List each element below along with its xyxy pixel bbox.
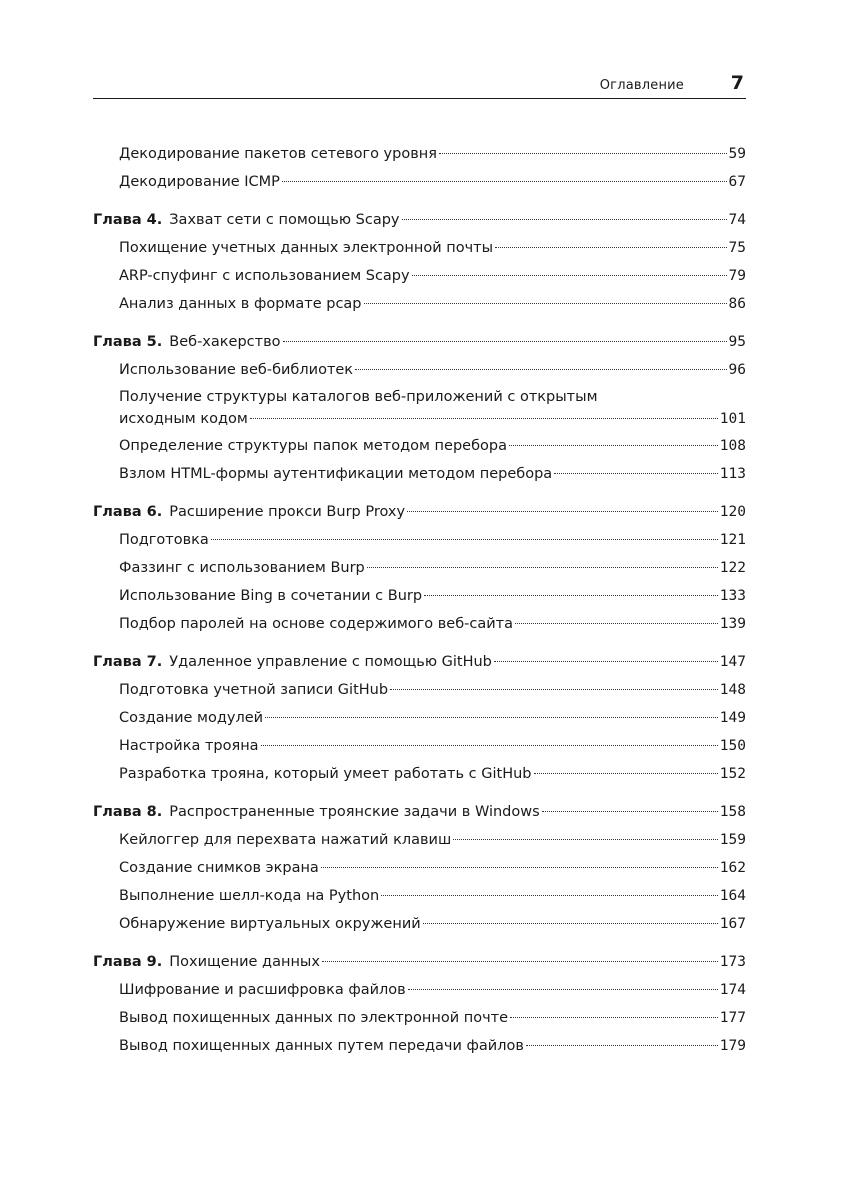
dot-leader (509, 445, 718, 446)
toc-entry-title: Создание модулей (119, 710, 264, 726)
toc-entry-page: 177 (719, 1010, 746, 1026)
toc-entry[interactable] (93, 826, 746, 854)
toc-entry[interactable] (93, 262, 746, 290)
toc-entry-page: 167 (719, 916, 746, 932)
toc-entry[interactable] (93, 882, 746, 910)
toc-entry-title: Вывод похищенных данных путем передачи файлов (119, 1038, 524, 1054)
chapter-title: Веб-хакерство (169, 334, 281, 350)
chapter-title: Распространенные троянские задачи в Windows (169, 804, 540, 820)
toc-entry[interactable] (93, 1032, 746, 1060)
toc-entry-title: Создание снимков экрана (119, 860, 319, 876)
toc-entry-title: Определение структуры папок методом перебора (119, 438, 507, 454)
toc-entry-title: Декодирование ICMP (119, 174, 280, 190)
dot-leader (534, 773, 718, 774)
running-header (93, 72, 746, 99)
toc-entry[interactable] (93, 760, 746, 788)
toc-entry-page: 152 (719, 766, 746, 782)
toc-entry-title-line1: Получение структуры каталогов веб-приложений с открытым (119, 389, 598, 405)
toc-chapter-6[interactable] (93, 498, 746, 526)
toc-entry-title: Шифрование и расшифровка файлов (119, 982, 406, 998)
toc-entry[interactable] (93, 140, 746, 168)
toc-entry-title: Фаззинг с использованием Burp (119, 560, 365, 576)
dot-leader (402, 219, 727, 220)
chapter-title: Захват сети с помощью Scapy (169, 212, 400, 228)
toc-entry[interactable] (93, 168, 746, 196)
dot-leader (439, 153, 727, 154)
chapter-label: Глава 8. (93, 804, 163, 820)
dot-leader (510, 1017, 718, 1018)
dot-leader (355, 369, 726, 370)
chapter-title: Удаленное управление с помощью GitHub (169, 654, 492, 670)
toc-entry-page: 96 (728, 362, 746, 378)
toc-entry-title: Подготовка учетной записи GitHub (119, 682, 389, 698)
dot-leader (322, 961, 718, 962)
dot-leader (390, 689, 718, 690)
dot-leader (408, 989, 718, 990)
toc-chapter-7[interactable] (93, 648, 746, 676)
dot-leader (250, 418, 718, 419)
chapter-label: Глава 7. (93, 654, 163, 670)
toc-entry-page: 150 (719, 738, 746, 754)
toc-entry-page: 67 (728, 174, 746, 190)
toc-entry-page: 149 (719, 710, 746, 726)
toc-entry-title: Обнаружение виртуальных окружений (119, 916, 421, 932)
dot-leader (367, 567, 718, 568)
toc-entry-title: Выполнение шелл-кода на Python (119, 888, 380, 904)
toc-entry-title-line2: исходным кодом (119, 411, 248, 427)
toc-entry-page: 101 (719, 411, 746, 427)
dot-leader (283, 341, 727, 342)
dot-leader (282, 181, 727, 182)
dot-leader (412, 275, 727, 276)
toc-entry[interactable] (93, 854, 746, 882)
toc-entry-multiline[interactable] (93, 386, 746, 432)
toc-entry-page: 148 (719, 682, 746, 698)
toc-entry-page: 133 (719, 588, 746, 604)
toc-entry-page: 139 (719, 616, 746, 632)
table-of-contents (93, 140, 746, 1060)
toc-entry-page: 179 (719, 1038, 746, 1054)
dot-leader (554, 473, 718, 474)
chapter-label: Глава 5. (93, 334, 163, 350)
toc-entry-page: 75 (728, 240, 746, 256)
toc-entry[interactable] (93, 732, 746, 760)
toc-entry[interactable] (93, 910, 746, 938)
toc-entry-title: Вывод похищенных данных по электронной почте (119, 1010, 509, 1026)
dot-leader (424, 595, 718, 596)
toc-entry[interactable] (93, 290, 746, 318)
chapter-page: 74 (728, 212, 746, 228)
toc-entry-title: Декодирование пакетов сетевого уровня (119, 146, 437, 162)
chapter-label: Глава 9. (93, 954, 163, 970)
toc-entry[interactable] (93, 234, 746, 262)
chapter-label: Глава 6. (93, 504, 163, 520)
toc-entry-title: Разработка трояна, который умеет работать с GitHub (119, 766, 532, 782)
toc-entry[interactable] (93, 610, 746, 638)
dot-leader (381, 895, 718, 896)
dot-leader (423, 923, 718, 924)
toc-entry-page: 159 (719, 832, 746, 848)
toc-entry-page: 162 (719, 860, 746, 876)
toc-entry-page: 164 (719, 888, 746, 904)
dot-leader (526, 1045, 718, 1046)
toc-entry-title: Настройка трояна (119, 738, 259, 754)
toc-chapter-5[interactable] (93, 328, 746, 356)
toc-entry-title: Использование Bing в сочетании с Burp (119, 588, 423, 604)
dot-leader (453, 839, 718, 840)
running-header-title: Оглавление (599, 78, 684, 93)
toc-chapter-9[interactable] (93, 948, 746, 976)
dot-leader (495, 247, 726, 248)
dot-leader (211, 539, 718, 540)
toc-entry[interactable] (93, 1004, 746, 1032)
toc-entry[interactable] (93, 582, 746, 610)
dot-leader (364, 303, 727, 304)
toc-entry-page: 174 (719, 982, 746, 998)
dot-leader (321, 867, 718, 868)
dot-leader (542, 811, 718, 812)
toc-entry-title: Использование веб-библиотек (119, 362, 354, 378)
toc-entry[interactable] (93, 526, 746, 554)
toc-entry-page: 79 (728, 268, 746, 284)
toc-entry-title: Анализ данных в формате pcap (119, 296, 362, 312)
dot-leader (265, 717, 718, 718)
chapter-title: Похищение данных (169, 954, 320, 970)
toc-entry-title: ARP-спуфинг с использованием Scapy (119, 268, 410, 284)
toc-entry-title: Похищение учетных данных электронной почты (119, 240, 494, 256)
chapter-page: 147 (719, 654, 746, 670)
toc-entry-page: 121 (719, 532, 746, 548)
toc-entry-page: 86 (728, 296, 746, 312)
toc-entry[interactable] (93, 704, 746, 732)
dot-leader (407, 511, 718, 512)
toc-entry[interactable] (93, 676, 746, 704)
dot-leader (515, 623, 718, 624)
chapter-title: Расширение прокси Burp Proxy (169, 504, 406, 520)
toc-entry-page: 108 (719, 438, 746, 454)
toc-entry-title: Подбор паролей на основе содержимого веб-сайта (119, 616, 513, 632)
chapter-page: 158 (719, 804, 746, 820)
toc-entry[interactable] (93, 554, 746, 582)
toc-chapter-4[interactable] (93, 206, 746, 234)
toc-entry-page: 113 (719, 466, 746, 482)
dot-leader (494, 661, 718, 662)
toc-entry-title: Взлом HTML-формы аутентификации методом перебора (119, 466, 553, 482)
toc-entry[interactable] (93, 460, 746, 488)
toc-entry[interactable] (93, 432, 746, 460)
toc-entry-page: 122 (719, 560, 746, 576)
toc-entry-page: 59 (728, 146, 746, 162)
chapter-page: 173 (719, 954, 746, 970)
dot-leader (261, 745, 718, 746)
toc-entry[interactable] (93, 976, 746, 1004)
chapter-page: 120 (719, 504, 746, 520)
toc-entry-title: Кейлоггер для перехвата нажатий клавиш (119, 832, 452, 848)
page-number: 7 (730, 72, 744, 94)
chapter-page: 95 (728, 334, 746, 350)
toc-entry-title: Подготовка (119, 532, 209, 548)
chapter-label: Глава 4. (93, 212, 163, 228)
toc-chapter-8[interactable] (93, 798, 746, 826)
toc-entry[interactable] (93, 356, 746, 384)
